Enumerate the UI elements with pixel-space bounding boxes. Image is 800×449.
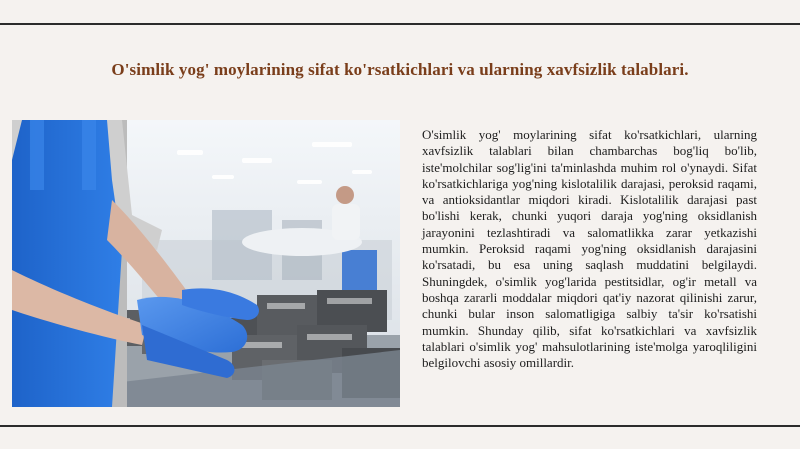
slide-title: O'simlik yog' moylarining sifat ko'rsatkichlari va ularning xavfsizlik talablari.	[111, 60, 689, 79]
factory-worker-photo	[12, 120, 400, 407]
slide-body-text: O'simlik yog' moylarining sifat ko'rsatkichlari, ularning xavfsizlik talablari bilan chambarchas bog'liq bo'lib, iste'molchilar sog'lig'ini ta'minlashda muhim rol o'ynaydi. Sifat ko'rsatkichlariga yog'ning kislotalilik darajasi, peroksid raqami, va antioksidantlar miqdori kiradi. Kislotalilik darajasi past bo'lishi kerak, chunki yuqori daraja yog'ning oksidlanish jarayonini tezlashtiradi va salomatlikka zarar yetkazishi mumkin. Peroksid raqami yog'ning oksidlanish darajasini ko'rsatadi, bu esa uning saqlash muddatini belgilaydi. Shuningdek, o'simlik yog'larida pestitsidlar, og'ir metall va boshqa zararli moddalar miqdori qat'iy nazorat qilinishi zarur, chunki bular inson salomatligiga salbiy ta'sir ko'rsatishi mumkin. Shunday qilib, sifat ko'rsatkichlari va xavfsizlik talablari o'simlik yog' mahsulotlarining iste'molga yaroqliligini belgilovchi asosiy omillardir.	[422, 127, 757, 371]
top-divider	[0, 23, 800, 25]
bottom-divider	[0, 425, 800, 427]
